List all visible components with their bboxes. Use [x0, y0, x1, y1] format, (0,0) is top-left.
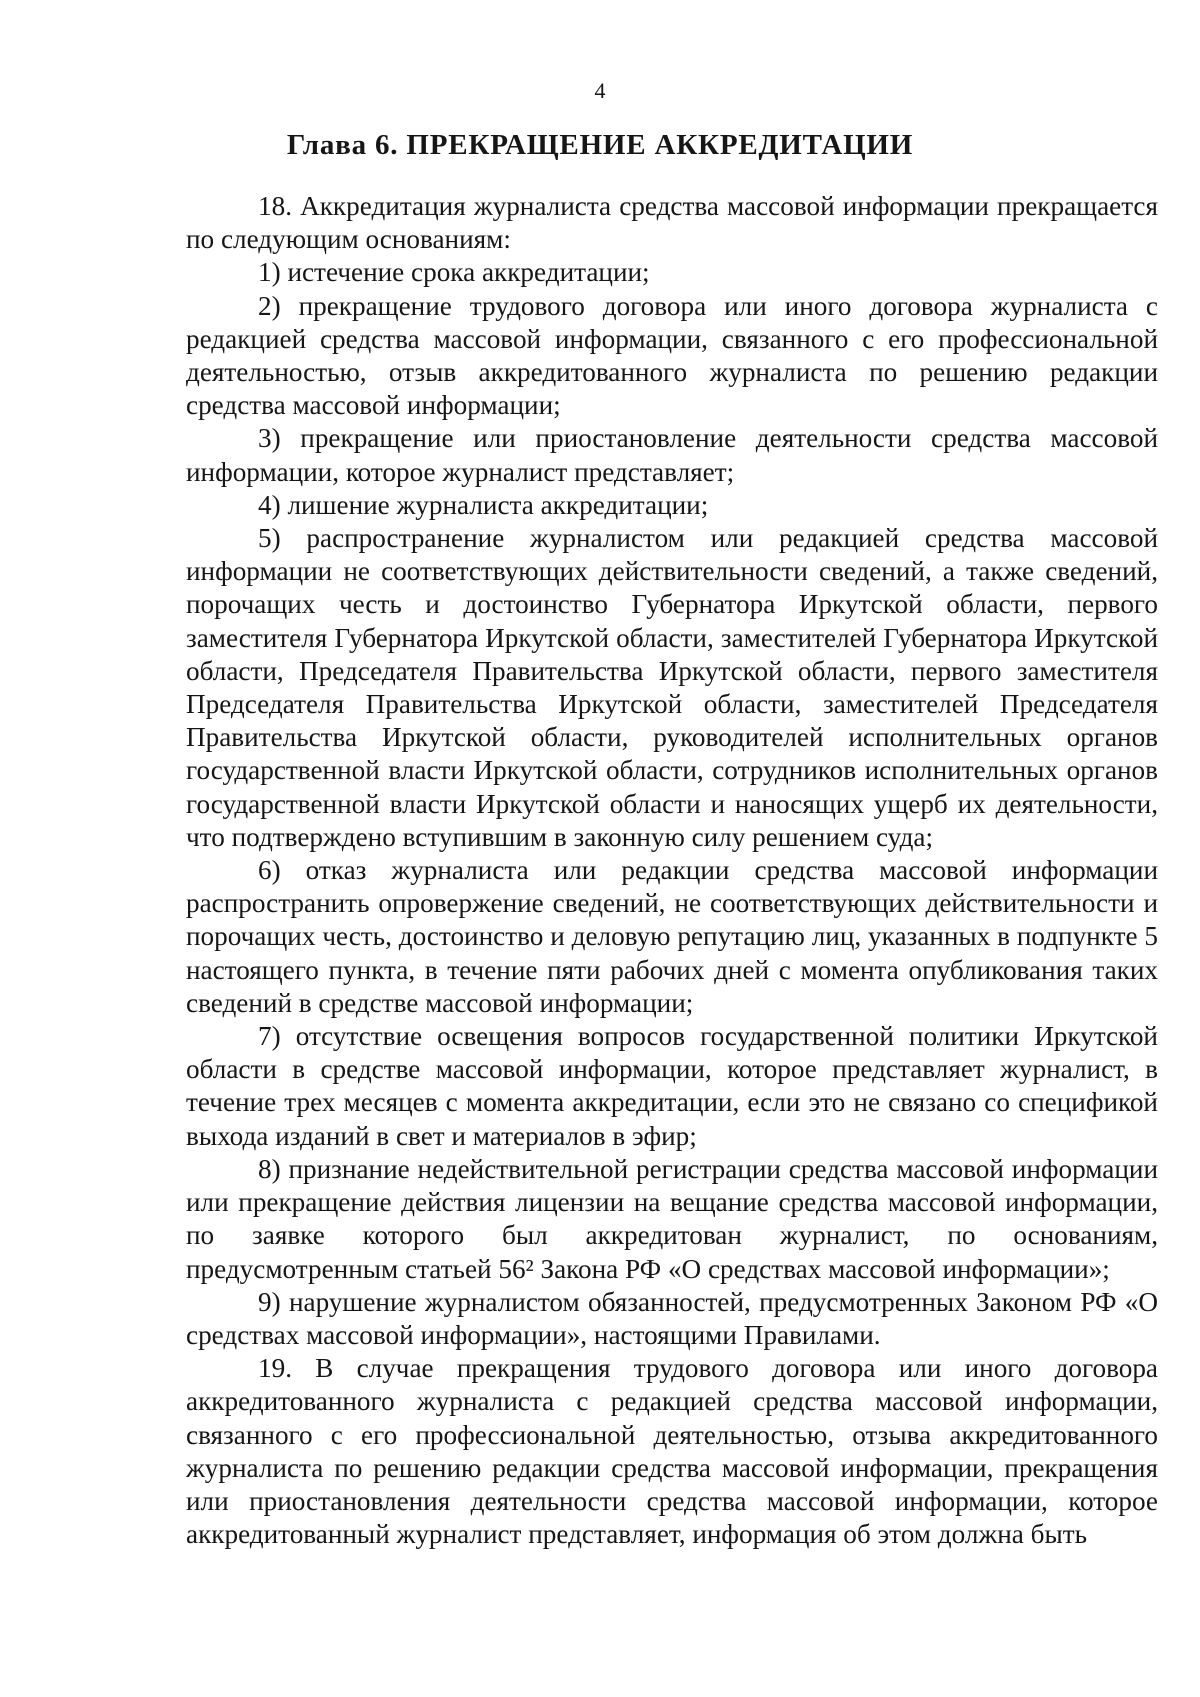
- list-item-6: 6) отказ журналиста или редакции средства массовой информации распространить опровержение сведений, не соответствующих действительности и порочащих честь, достоинство и деловую репутацию лиц, указанных в подпункте 5 настоящего пункта, в течение пяти рабочих дней с момента опубликования таких сведений в средстве массовой информации;: [186, 855, 1158, 1018]
- paragraph-19: 19. В случае прекращения трудового договора или иного договора аккредитованного журналиста с редакцией средства массовой информации, связанного с его профессиональной деятельностью, отзыва аккредитованного журналиста по решению редакции средства массовой информации, прекращения или приостановления деятельности средства массовой информации, которое аккредитованный журналист представляет, информация об этом должна быть: [186, 1353, 1158, 1550]
- paragraph-18-intro: 18. Аккредитация журналиста средства массовой информации прекращается по следующим основаниям:: [186, 191, 1158, 255]
- list-item-9: 9) нарушение журналистом обязанностей, предусмотренных Законом РФ «О средствах массовой информации», настоящими Правилами.: [186, 1286, 1158, 1350]
- list-item-3: 3) прекращение или приостановление деятельности средства массовой информации, которое журналист представляет;: [186, 423, 1158, 487]
- body-text: [186, 190, 1158, 1551]
- list-item-4: 4) лишение журналиста аккредитации;: [258, 489, 709, 520]
- page-number: 4: [594, 78, 606, 103]
- list-item-2: 2) прекращение трудового договора или иного договора журналиста с редакцией средства массовой информации, связанного с его профессиональной деятельностью, отзыв аккредитованного журналиста по решению редакции средства массовой информации;: [186, 290, 1158, 421]
- list-item-1: 1) истечение срока аккредитации;: [258, 257, 650, 288]
- chapter-title: Глава 6. ПРЕКРАЩЕНИЕ АККРЕДИТАЦИИ: [286, 129, 914, 161]
- list-item-7: 7) отсутствие освещения вопросов государственной политики Иркутской области в средстве массовой информации, которое представляет журналист, в течение трех месяцев с момента аккредитации, если это не связано со спецификой выхода изданий в свет и материалов в эфир;: [186, 1021, 1158, 1151]
- list-item-8: 8) признание недействительной регистрации средства массовой информации или прекращение действия лицензии на вещание средства массовой информации, по заявке которого был аккредитован журналист, по основаниям, предусмотренным статьей 56² Закона РФ «О средствах массовой информации»;: [186, 1153, 1158, 1284]
- list-item-5: 5) распространение журналистом или редакцией средства массовой информации не соответствующих действительности сведений, а также сведений, порочащих честь и достоинство Губернатора Иркутской области, первого заместителя Губернатора Иркутской области, заместителей Губернатора Иркутской области, Председателя Правительства Иркутской области, первого заместителя Председателя Правительства Иркутской области, заместителей Председателя Правительства Иркутской области, руководителей исполнительных органов государственной власти Иркутской области, сотрудников исполнительных органов государственной власти Иркутской области и наносящих ущерб их деятельности, что подтверждено вступившим в законную силу решением суда;: [186, 523, 1158, 852]
